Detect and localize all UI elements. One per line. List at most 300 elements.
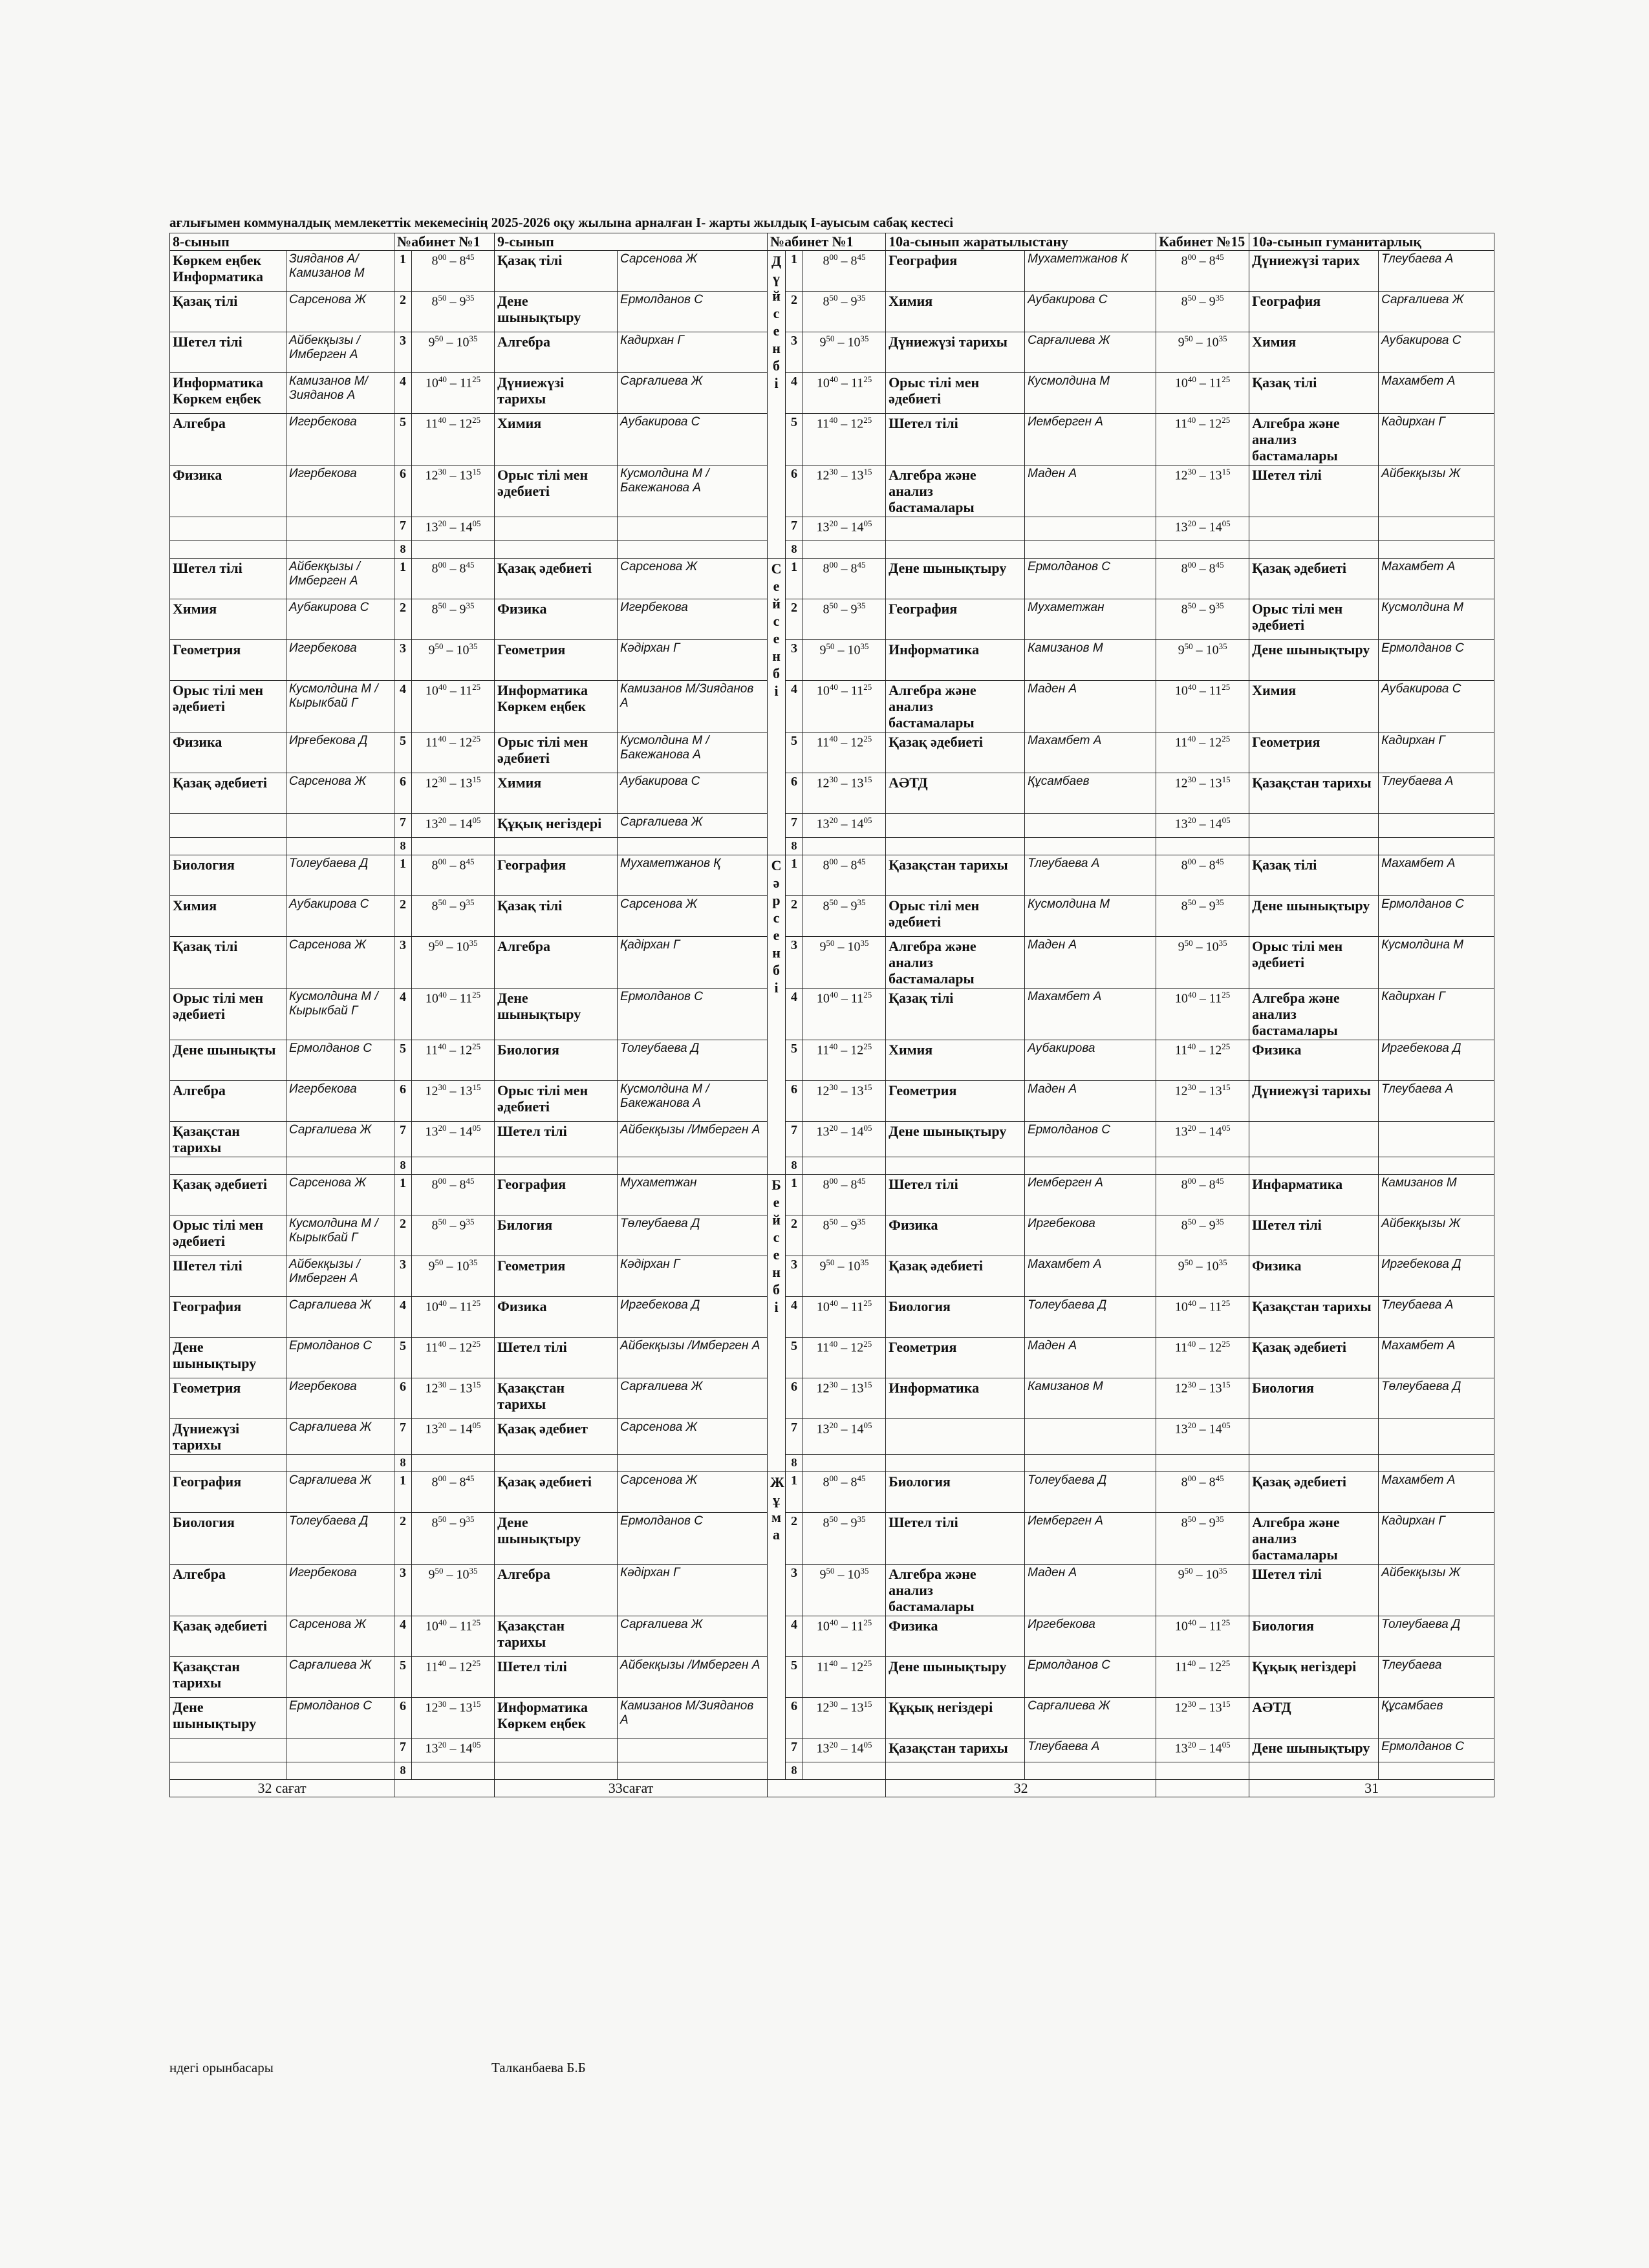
c8-lesson-number: 2 [394, 599, 412, 640]
c8-subject: Шетел тілі [170, 1256, 286, 1297]
c10b-teacher: Махамбет А [1379, 559, 1494, 599]
c8-lesson-number: 8 [394, 1157, 412, 1175]
c8-time: $12^{30} - 13^{15}$ [412, 773, 495, 814]
c10a-subject: Дене шынықтыру [886, 1122, 1025, 1157]
c8-lesson-number: 4 [394, 989, 412, 1040]
c9-subject: Шетел тілі [495, 1657, 618, 1698]
c10b-subject: Қазақ әдебиеті [1249, 1338, 1379, 1378]
c10a-lesson-number: 4 [786, 373, 803, 414]
header-class-10a: 10а-сынып жаратылыстану [886, 233, 1156, 251]
c10a-lesson-number: 3 [786, 640, 803, 681]
c9-subject: Қазақстан тарихы [495, 1378, 618, 1419]
lesson-row [170, 1157, 1494, 1175]
c8-time: $9^{50} - 10^{35}$ [412, 332, 495, 373]
c8-time [412, 1762, 495, 1780]
c9-teacher: Мухаметжанов Қ [618, 855, 768, 896]
c10b-subject: Қазақ тілі [1249, 855, 1379, 896]
c9-subject [495, 1157, 618, 1175]
c8-time: $12^{30} - 13^{15}$ [412, 1081, 495, 1122]
c10b-subject: Биология [1249, 1378, 1379, 1419]
c10b-teacher: Иргебекова Д [1379, 1040, 1494, 1081]
c9-teacher: Сарсенова Ж [618, 251, 768, 292]
c10a-teacher [1025, 541, 1156, 559]
footer-signatory: Талканбаева Б.Б [491, 2060, 586, 2075]
c10a-teacher: Сарғалиева Ж [1025, 332, 1156, 373]
c10b-teacher: Айбекқызы Ж [1379, 1215, 1494, 1256]
c10b-teacher [1379, 1762, 1494, 1780]
c9-subject [495, 517, 618, 541]
c10a-time [803, 1762, 886, 1780]
c10a-teacher: Иемберген А [1025, 414, 1156, 465]
c10a-subject: Орыс тілі мен әдебиеті [886, 373, 1025, 414]
c8-subject: Орыс тілі мен әдебиеті [170, 989, 286, 1040]
c10b-teacher: Махамбет А [1379, 1472, 1494, 1513]
c10a-subject: Орыс тілі мен әдебиеті [886, 896, 1025, 937]
c10b-time [1156, 541, 1249, 559]
c10a-time: $9^{50} - 10^{35}$ [803, 1256, 886, 1297]
c10a-subject: География [886, 599, 1025, 640]
c8-time: $11^{40} - 12^{25}$ [412, 414, 495, 465]
c9-subject: Физика [495, 1297, 618, 1338]
c8-teacher [286, 1455, 394, 1472]
c8-teacher: Игербекова [286, 414, 394, 465]
c10b-subject: Қазақ әдебиеті [1249, 1472, 1379, 1513]
c10b-time: $8^{00} - 8^{45}$ [1156, 1472, 1249, 1513]
c8-time: $10^{40} - 11^{25}$ [412, 1297, 495, 1338]
c10b-time: $8^{00} - 8^{45}$ [1156, 855, 1249, 896]
c10a-teacher: Кусмолдина М [1025, 896, 1156, 937]
c9-subject: Құқық негіздері [495, 814, 618, 838]
c8-lesson-number: 8 [394, 1762, 412, 1780]
c8-teacher: Игербекова [286, 1378, 394, 1419]
c8-lesson-number: 4 [394, 1297, 412, 1338]
c8-subject: Дене шынықтыру [170, 1338, 286, 1378]
c8-teacher [286, 814, 394, 838]
c10a-subject: Алгебра және анализ бастамалары [886, 1565, 1025, 1616]
c8-time: $11^{40} - 12^{25}$ [412, 733, 495, 773]
c10a-lesson-number: 1 [786, 251, 803, 292]
c8-subject [170, 1455, 286, 1472]
c10a-time: $11^{40} - 12^{25}$ [803, 733, 886, 773]
c9-teacher: Иргебекова Д [618, 1297, 768, 1338]
c8-time: $11^{40} - 12^{25}$ [412, 1338, 495, 1378]
lesson-row [170, 1616, 1494, 1657]
c8-subject: Алгебра [170, 414, 286, 465]
c8-time: $13^{20} - 14^{05}$ [412, 814, 495, 838]
c10b-teacher: Ермолданов С [1379, 1738, 1494, 1762]
c8-teacher: Сарғалиева Ж [286, 1122, 394, 1157]
c9-subject: Алгебра [495, 937, 618, 989]
c10a-lesson-number: 3 [786, 1565, 803, 1616]
c8-teacher: Игербекова [286, 1565, 394, 1616]
c9-subject: География [495, 855, 618, 896]
schedule-table [169, 233, 1494, 1797]
c8-teacher: Толеубаева Д [286, 1513, 394, 1565]
c10a-subject: Биология [886, 1297, 1025, 1338]
c10b-time: $8^{00} - 8^{45}$ [1156, 559, 1249, 599]
c8-subject: География [170, 1472, 286, 1513]
c9-teacher: Кәдірхан Г [618, 1256, 768, 1297]
day-label: Д ү й с е н б і [768, 251, 786, 559]
c8-subject: Қазақстан тарихы [170, 1122, 286, 1157]
c10a-lesson-number: 1 [786, 1472, 803, 1513]
c10b-subject: Құқық негіздері [1249, 1657, 1379, 1698]
c10b-subject: Инфарматика [1249, 1175, 1379, 1215]
lesson-row [170, 1378, 1494, 1419]
c10a-time: $8^{00} - 8^{45}$ [803, 559, 886, 599]
c8-teacher: Кусмолдина М /Кырыкбай Г [286, 1215, 394, 1256]
header-class-9: 9-сынып [495, 233, 768, 251]
c9-teacher [618, 517, 768, 541]
c10a-teacher: Ермолданов С [1025, 1657, 1156, 1698]
c9-teacher: Кәдірхан Г [618, 1565, 768, 1616]
c10b-time: $13^{20} - 14^{05}$ [1156, 1122, 1249, 1157]
c8-time: $8^{00} - 8^{45}$ [412, 559, 495, 599]
schedule-body [170, 233, 1494, 1797]
c8-time: $11^{40} - 12^{25}$ [412, 1657, 495, 1698]
total-spacer [394, 1780, 495, 1797]
c10a-teacher: Иемберген А [1025, 1513, 1156, 1565]
c8-lesson-number: 5 [394, 733, 412, 773]
c8-subject: Геометрия [170, 1378, 286, 1419]
c10b-teacher: Кусмолдина М [1379, 937, 1494, 989]
c9-subject: Орыс тілі мен әдебиеті [495, 733, 618, 773]
c8-teacher: Сарғалиева Ж [286, 1472, 394, 1513]
c9-subject [495, 1738, 618, 1762]
lesson-row [170, 1565, 1494, 1616]
c9-teacher: Толеубаева Д [618, 1040, 768, 1081]
lesson-row [170, 251, 1494, 292]
c9-teacher [618, 1738, 768, 1762]
c10a-subject: География [886, 251, 1025, 292]
c10b-subject: Физика [1249, 1256, 1379, 1297]
lesson-row [170, 1215, 1494, 1256]
c9-teacher: Сарсенова Ж [618, 559, 768, 599]
c9-teacher: Сарғалиева Ж [618, 1378, 768, 1419]
c10b-teacher: Иргебекова Д [1379, 1256, 1494, 1297]
c9-teacher [618, 1157, 768, 1175]
c10a-time: $12^{30} - 13^{15}$ [803, 1698, 886, 1738]
c10b-teacher: Аубакирова С [1379, 681, 1494, 733]
c9-subject [495, 1762, 618, 1780]
c10a-lesson-number: 1 [786, 1175, 803, 1215]
c8-teacher: Айбекқызы /Имберген А [286, 559, 394, 599]
c8-time: $8^{50} - 9^{35}$ [412, 896, 495, 937]
c10a-subject: Алгебра және анализ бастамалары [886, 681, 1025, 733]
lesson-row [170, 599, 1494, 640]
c10a-subject [886, 1419, 1025, 1455]
c8-time: $8^{00} - 8^{45}$ [412, 1175, 495, 1215]
c9-teacher: Айбекқызы /Имберген А [618, 1338, 768, 1378]
c10a-subject [886, 541, 1025, 559]
c10a-time: $11^{40} - 12^{25}$ [803, 1040, 886, 1081]
c10a-subject: Қазақ тілі [886, 989, 1025, 1040]
c10b-teacher: Ермолданов С [1379, 896, 1494, 937]
c8-time: $9^{50} - 10^{35}$ [412, 1565, 495, 1616]
c8-subject: Химия [170, 599, 286, 640]
lesson-row [170, 937, 1494, 989]
c8-teacher: Сарсенова Ж [286, 773, 394, 814]
c10a-teacher: Ермолданов С [1025, 1122, 1156, 1157]
lesson-row [170, 814, 1494, 838]
c10a-lesson-number: 8 [786, 541, 803, 559]
lesson-row [170, 1256, 1494, 1297]
lesson-row [170, 414, 1494, 465]
c8-teacher: Сарсенова Ж [286, 1175, 394, 1215]
lesson-row [170, 773, 1494, 814]
c10a-teacher [1025, 814, 1156, 838]
c9-teacher: Сарсенова Ж [618, 1472, 768, 1513]
c9-subject: Геометрия [495, 1256, 618, 1297]
c10a-subject: Қазақ әдебиеті [886, 1256, 1025, 1297]
c10b-teacher: Тлеубаева А [1379, 251, 1494, 292]
c8-teacher: Сарсенова Ж [286, 937, 394, 989]
c10b-subject: Алгебра және анализ бастамалары [1249, 989, 1379, 1040]
c8-subject: Биология [170, 1513, 286, 1565]
c10a-lesson-number: 8 [786, 1455, 803, 1472]
c9-teacher: Сарғалиева Ж [618, 814, 768, 838]
c10a-time: $9^{50} - 10^{35}$ [803, 1565, 886, 1616]
c10a-subject: Биология [886, 1472, 1025, 1513]
day-label: Б е й с е н б і [768, 1175, 786, 1472]
c8-lesson-number: 1 [394, 1175, 412, 1215]
c9-teacher [618, 1762, 768, 1780]
c10b-time: $8^{50} - 9^{35}$ [1156, 1215, 1249, 1256]
c10b-time: $13^{20} - 14^{05}$ [1156, 1419, 1249, 1455]
c8-time: $9^{50} - 10^{35}$ [412, 1256, 495, 1297]
c9-teacher [618, 541, 768, 559]
c10a-time [803, 838, 886, 855]
totals-row [170, 1780, 1494, 1797]
total-9: 33сағат [495, 1780, 768, 1797]
c9-subject: Орыс тілі мен әдебиеті [495, 1081, 618, 1122]
c10a-subject: Химия [886, 1040, 1025, 1081]
c10a-lesson-number: 6 [786, 465, 803, 517]
c10a-subject: Шетел тілі [886, 1175, 1025, 1215]
c10a-lesson-number: 1 [786, 559, 803, 599]
c10a-teacher [1025, 517, 1156, 541]
c8-subject: Химия [170, 896, 286, 937]
c8-time [412, 838, 495, 855]
c8-subject: Алгебра [170, 1565, 286, 1616]
c8-teacher: Кусмолдина М /Кырыкбай Г [286, 989, 394, 1040]
c10a-lesson-number: 2 [786, 1513, 803, 1565]
c9-subject: Геометрия [495, 640, 618, 681]
c9-teacher: Айбекқызы /Имберген А [618, 1657, 768, 1698]
c9-teacher: Сарғалиева Ж [618, 373, 768, 414]
c8-subject [170, 1762, 286, 1780]
c10b-time: $12^{30} - 13^{15}$ [1156, 465, 1249, 517]
c10b-time: $9^{50} - 10^{35}$ [1156, 640, 1249, 681]
c10b-time [1156, 1762, 1249, 1780]
c8-lesson-number: 3 [394, 332, 412, 373]
c10b-teacher: Сарғалиева Ж [1379, 292, 1494, 332]
lesson-row [170, 373, 1494, 414]
c10a-teacher: Иемберген А [1025, 1175, 1156, 1215]
c10b-time: $11^{40} - 12^{25}$ [1156, 1657, 1249, 1698]
c10b-time: $9^{50} - 10^{35}$ [1156, 937, 1249, 989]
c8-time: $12^{30} - 13^{15}$ [412, 1698, 495, 1738]
c8-time: $13^{20} - 14^{05}$ [412, 1419, 495, 1455]
c10b-subject: Алгебра және анализ бастамалары [1249, 414, 1379, 465]
c10b-teacher: Кадирхан Г [1379, 1513, 1494, 1565]
header-class-10b: 10ә-сынып гуманитарлық [1249, 233, 1494, 251]
c8-teacher: Сарғалиева Ж [286, 1297, 394, 1338]
c8-lesson-number: 6 [394, 1378, 412, 1419]
c10a-time: $13^{20} - 14^{05}$ [803, 1122, 886, 1157]
c10b-time: $9^{50} - 10^{35}$ [1156, 1565, 1249, 1616]
lesson-row [170, 733, 1494, 773]
lesson-row [170, 1081, 1494, 1122]
c9-teacher: Сарғалиева Ж [618, 1616, 768, 1657]
c10a-lesson-number: 2 [786, 896, 803, 937]
header-class-8: 8-сынып [170, 233, 394, 251]
c9-teacher: Ермолданов С [618, 1513, 768, 1565]
c10a-subject: Құқық негіздері [886, 1698, 1025, 1738]
lesson-row [170, 896, 1494, 937]
c9-subject: Физика [495, 599, 618, 640]
c10b-time: $11^{40} - 12^{25}$ [1156, 414, 1249, 465]
c8-subject: Орыс тілі мен әдебиеті [170, 681, 286, 733]
c10b-time: $11^{40} - 12^{25}$ [1156, 1338, 1249, 1378]
c10b-time: $12^{30} - 13^{15}$ [1156, 1081, 1249, 1122]
c8-teacher: Зияданов А/ Камизанов М [286, 251, 394, 292]
total-8: 32 сағат [170, 1780, 394, 1797]
c10b-time: $10^{40} - 11^{25}$ [1156, 373, 1249, 414]
c10a-time: $8^{00} - 8^{45}$ [803, 855, 886, 896]
lesson-row [170, 1762, 1494, 1780]
c10a-lesson-number: 7 [786, 1122, 803, 1157]
c10b-teacher: Камизанов М [1379, 1175, 1494, 1215]
lesson-row [170, 1513, 1494, 1565]
c8-subject [170, 541, 286, 559]
day-label: С е й с е н б і [768, 559, 786, 855]
c10a-time: $8^{50} - 9^{35}$ [803, 292, 886, 332]
c10a-lesson-number: 5 [786, 1338, 803, 1378]
page-title: ағлығымен коммуналдық мемлекеттік мекемесінің 2025-2026 оқу жылына арналған І- жарты жылдық І-ауысым сабақ кестесі [169, 215, 954, 230]
c10b-time: $8^{50} - 9^{35}$ [1156, 896, 1249, 937]
c9-teacher: Кадирхан Г [618, 332, 768, 373]
c10a-teacher: Кусмолдина М [1025, 373, 1156, 414]
c8-time: $13^{20} - 14^{05}$ [412, 1738, 495, 1762]
lesson-row [170, 1472, 1494, 1513]
header-row [170, 233, 1494, 251]
c8-lesson-number: 5 [394, 1657, 412, 1698]
c8-lesson-number: 4 [394, 1616, 412, 1657]
c10a-time: $10^{40} - 11^{25}$ [803, 989, 886, 1040]
c8-teacher: Сарсенова Ж [286, 292, 394, 332]
c8-time: $8^{00} - 8^{45}$ [412, 855, 495, 896]
c8-teacher: Сарғалиева Ж [286, 1419, 394, 1455]
c10a-time: $8^{50} - 9^{35}$ [803, 599, 886, 640]
c9-teacher [618, 838, 768, 855]
c10a-teacher: Мухаметжанов К [1025, 251, 1156, 292]
c10a-lesson-number: 3 [786, 332, 803, 373]
c10b-teacher: Кадирхан Г [1379, 414, 1494, 465]
c10b-subject: Химия [1249, 681, 1379, 733]
c10b-time: $12^{30} - 13^{15}$ [1156, 1378, 1249, 1419]
c9-subject [495, 838, 618, 855]
c8-subject [170, 814, 286, 838]
c10b-subject: Қазақстан тарихы [1249, 1297, 1379, 1338]
c10a-teacher: Маден А [1025, 681, 1156, 733]
c10a-lesson-number: 3 [786, 1256, 803, 1297]
c10a-lesson-number: 6 [786, 773, 803, 814]
c8-lesson-number: 7 [394, 517, 412, 541]
c10a-time: $8^{00} - 8^{45}$ [803, 1472, 886, 1513]
c9-subject: Билогия [495, 1215, 618, 1256]
c8-subject: Геометрия [170, 640, 286, 681]
total-10b: 31 [1249, 1780, 1494, 1797]
c9-subject: Қазақ әдебиеті [495, 1472, 618, 1513]
c10b-subject [1249, 838, 1379, 855]
c8-subject: Биология [170, 855, 286, 896]
c9-subject: Алгебра [495, 332, 618, 373]
c8-teacher [286, 517, 394, 541]
c10b-subject [1249, 517, 1379, 541]
c10b-subject: Дүниежүзі тарихы [1249, 1081, 1379, 1122]
c8-lesson-number: 1 [394, 559, 412, 599]
c10b-subject: Қазақ тілі [1249, 373, 1379, 414]
c9-subject: Дене шынықтыру [495, 1513, 618, 1565]
c10a-lesson-number: 4 [786, 681, 803, 733]
c9-subject [495, 1455, 618, 1472]
c10b-subject [1249, 1157, 1379, 1175]
c10b-teacher: Төлеубаева Д [1379, 1378, 1494, 1419]
c10a-subject: Қазақстан тарихы [886, 1738, 1025, 1762]
c10b-subject [1249, 1419, 1379, 1455]
lesson-row [170, 855, 1494, 896]
c9-subject: Шетел тілі [495, 1122, 618, 1157]
c8-teacher [286, 838, 394, 855]
c9-teacher: Ермолданов С [618, 292, 768, 332]
c10a-time [803, 1157, 886, 1175]
c8-subject: Алгебра [170, 1081, 286, 1122]
c8-lesson-number: 5 [394, 414, 412, 465]
c8-teacher: Аубакирова С [286, 599, 394, 640]
c10a-teacher: Иргебекова [1025, 1215, 1156, 1256]
c10b-subject: Орыс тілі мен әдебиеті [1249, 937, 1379, 989]
c10b-teacher: Махамбет А [1379, 373, 1494, 414]
c10a-teacher: Иргебекова [1025, 1616, 1156, 1657]
c8-lesson-number: 6 [394, 1698, 412, 1738]
lesson-row [170, 1738, 1494, 1762]
lesson-row [170, 517, 1494, 541]
c10b-time: $11^{40} - 12^{25}$ [1156, 1040, 1249, 1081]
c10a-time: $10^{40} - 11^{25}$ [803, 681, 886, 733]
c8-lesson-number: 1 [394, 1472, 412, 1513]
c10b-time [1156, 838, 1249, 855]
c8-teacher: Айбекқызы /Имберген А [286, 1256, 394, 1297]
c8-lesson-number: 4 [394, 681, 412, 733]
c10b-teacher: Тлеубаева А [1379, 1297, 1494, 1338]
c8-lesson-number: 2 [394, 896, 412, 937]
c10a-lesson-number: 2 [786, 292, 803, 332]
c10a-time: $13^{20} - 14^{05}$ [803, 517, 886, 541]
c10a-subject: Физика [886, 1616, 1025, 1657]
c10b-teacher: Кадирхан Г [1379, 989, 1494, 1040]
total-spacer [1156, 1780, 1249, 1797]
c10b-subject: Геометрия [1249, 733, 1379, 773]
day-label: С ә р с е н б і [768, 855, 786, 1175]
c10b-teacher: Ермолданов С [1379, 640, 1494, 681]
lesson-row [170, 989, 1494, 1040]
lesson-row [170, 838, 1494, 855]
c9-teacher: Мухаметжан [618, 1175, 768, 1215]
c10b-teacher: Тлеубаева А [1379, 773, 1494, 814]
c9-teacher: Қадірхан Г [618, 937, 768, 989]
c10a-teacher: Махамбет А [1025, 733, 1156, 773]
